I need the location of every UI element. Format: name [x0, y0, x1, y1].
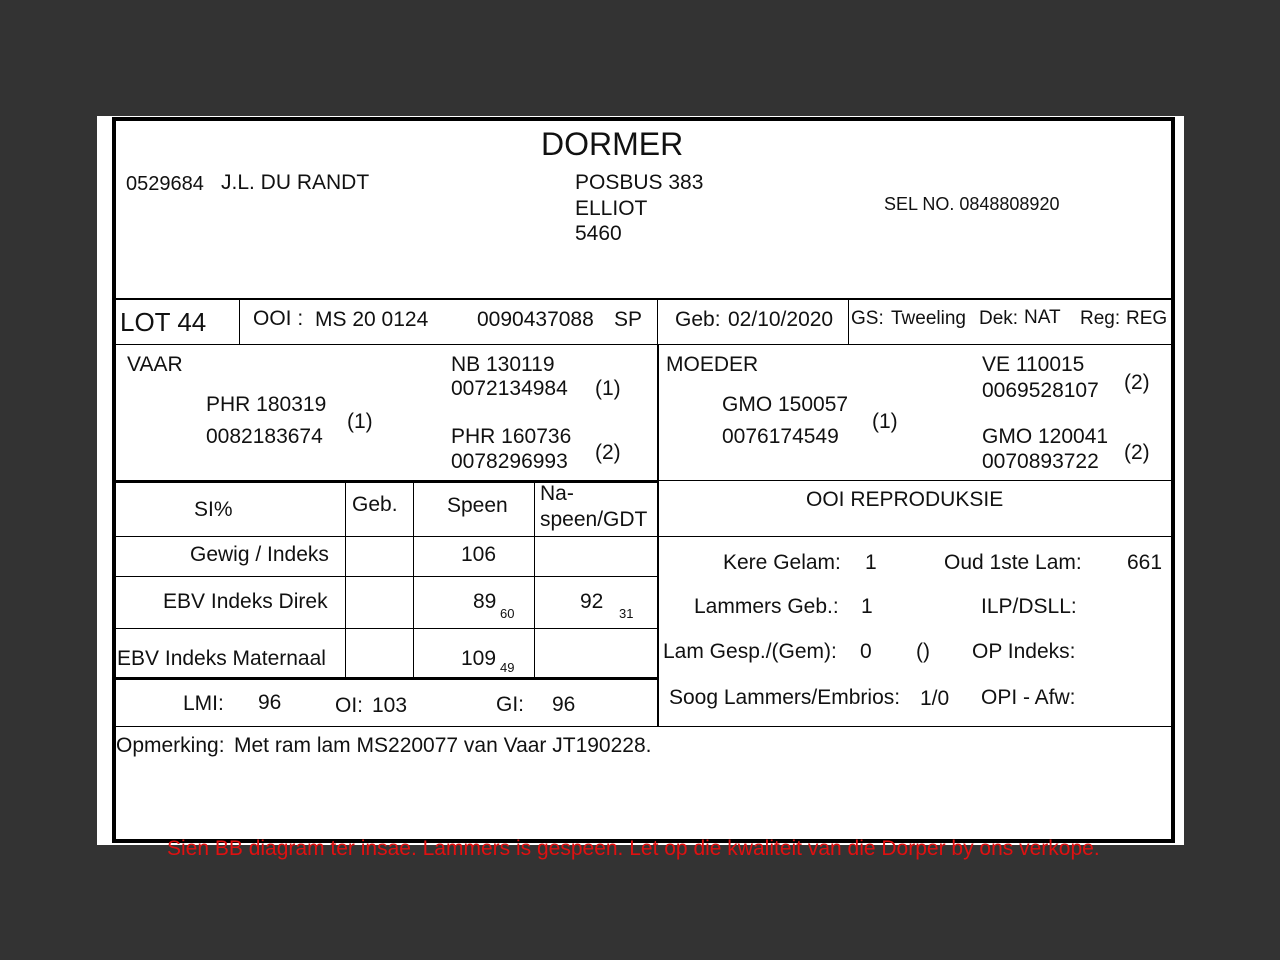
si-row-label: Gewig / Indeks: [190, 543, 329, 566]
si-col-3: [534, 482, 535, 678]
si-col-1: [345, 482, 346, 678]
si-row-speen: 89: [473, 590, 497, 613]
si-row-naspeen-sub: 31: [619, 606, 634, 621]
pedigree-bottom-left: [114, 480, 659, 483]
lmi-value: 96: [258, 691, 282, 714]
oi-label: OI:: [335, 694, 364, 717]
sire-dam-grade: (2): [595, 441, 621, 464]
ooi-id: MS 20 0124: [315, 308, 429, 331]
dam-dam-id: GMO 120041: [982, 425, 1109, 448]
lammers-value: 1: [861, 595, 873, 618]
si-row-speen: 109: [461, 647, 497, 670]
dam-dam-grade: (2): [1124, 441, 1150, 464]
dam-sire-number: 0069528107: [982, 379, 1099, 402]
remark-label: Opmerking:: [116, 734, 225, 757]
oi-value: 103: [372, 694, 408, 717]
gi-value: 96: [552, 693, 576, 716]
section-bottom: [114, 726, 1172, 727]
birth-date: 02/10/2020: [728, 308, 834, 331]
si-header-naspeen-2: speen/GDT: [540, 508, 648, 531]
sire-id: PHR 180319: [206, 393, 327, 416]
repro-header-bottom: [659, 536, 1173, 537]
dek-label: Dek:: [979, 308, 1019, 329]
si-table-bottom: [114, 677, 659, 680]
kere-label: Kere Gelam:: [723, 551, 841, 574]
si-row-speen: 106: [461, 543, 497, 566]
address-line-3: 5460: [575, 222, 622, 245]
op-label: OP Indeks:: [972, 640, 1076, 663]
gesp-value: 0: [860, 640, 872, 663]
sire-dam-id: PHR 160736: [451, 425, 572, 448]
si-row2-bottom: [114, 628, 659, 629]
si-header-label: SI%: [194, 498, 233, 521]
dam-sire-grade: (2): [1124, 371, 1150, 394]
dam-dam-number: 0070893722: [982, 450, 1099, 473]
gem-value: (): [916, 640, 930, 663]
si-row-label: EBV Indeks Maternaal: [117, 647, 326, 670]
soog-label: Soog Lammers/Embrios:: [669, 686, 901, 709]
gs-label: GS:: [851, 308, 884, 329]
si-col-2: [413, 482, 414, 678]
sire-grade: (1): [347, 410, 373, 433]
sire-sire-id: NB 130119: [451, 353, 555, 376]
breeder-name: J.L. DU RANDT: [221, 171, 370, 194]
lot-row-top: [114, 298, 1172, 300]
birth-label: Geb:: [675, 308, 721, 331]
pedigree-bottom-right: [659, 480, 1173, 481]
vaar-label: VAAR: [127, 353, 183, 376]
si-header-speen: Speen: [447, 494, 508, 517]
opi-label: OPI - Afw:: [981, 686, 1076, 709]
lot-row-bottom: [114, 344, 1172, 345]
si-row-label: EBV Indeks Direk: [163, 590, 328, 613]
lot-divider-2: [657, 299, 658, 345]
sire-number: 0082183674: [206, 425, 323, 448]
si-row1-bottom: [114, 576, 659, 577]
oud-value: 661: [1127, 551, 1163, 574]
catalog-card: [97, 116, 1184, 860]
sire-dam-number: 0078296993: [451, 450, 568, 473]
sire-sire-number: 0072134984: [451, 377, 568, 400]
reg-label: Reg:: [1080, 308, 1121, 329]
gs-value: Tweeling: [891, 308, 966, 329]
kere-value: 1: [865, 551, 877, 574]
dam-id: GMO 150057: [722, 393, 849, 416]
ilp-label: ILP/DSLL:: [981, 595, 1077, 618]
breed-title: DORMER: [541, 126, 684, 162]
frame-top: [113, 117, 1173, 121]
ooi-registration: 0090437088: [477, 308, 594, 331]
repro-title: OOI REPRODUKSIE: [806, 488, 1004, 511]
lot-number: LOT 44: [120, 307, 207, 337]
ooi-suffix: SP: [614, 308, 643, 331]
si-row-speen-sub: 49: [500, 660, 515, 675]
ooi-label: OOI :: [253, 307, 304, 330]
oud-label: Oud 1ste Lam:: [944, 551, 1082, 574]
lammers-label: Lammers Geb.:: [694, 595, 839, 618]
si-header-bottom: [114, 536, 659, 537]
address-line-1: POSBUS 383: [575, 171, 704, 194]
moeder-label: MOEDER: [666, 353, 759, 376]
phone-number: SEL NO. 0848808920: [884, 194, 1060, 214]
si-row-speen-sub: 60: [500, 606, 515, 621]
address-line-2: ELLIOT: [575, 197, 648, 220]
footer-notice: Sien BB diagram ter insae. Lammers is gespeen. Let op die kwaliteit van die Dorper by ons verkope.: [167, 837, 1100, 860]
si-row-naspeen: 92: [580, 590, 604, 613]
lmi-label: LMI:: [183, 692, 224, 715]
lot-divider-3: [848, 299, 849, 345]
breeder-number: 0529684: [126, 173, 204, 195]
sire-sire-grade: (1): [595, 377, 621, 400]
gi-label: GI:: [496, 693, 525, 716]
reg-value: REG: [1126, 308, 1168, 329]
dam-sire-id: VE 110015: [982, 353, 1085, 376]
dam-grade: (1): [872, 410, 898, 433]
dam-number: 0076174549: [722, 425, 839, 448]
gesp-label: Lam Gesp./(Gem):: [663, 640, 837, 663]
soog-value: 1/0: [920, 687, 950, 710]
si-header-naspeen-1: Na-: [540, 482, 574, 505]
lot-divider-1: [239, 299, 240, 345]
dek-value: NAT: [1024, 307, 1061, 328]
si-header-geb: Geb.: [352, 493, 398, 516]
remark-text: Met ram lam MS220077 van Vaar JT190228.: [234, 734, 652, 757]
